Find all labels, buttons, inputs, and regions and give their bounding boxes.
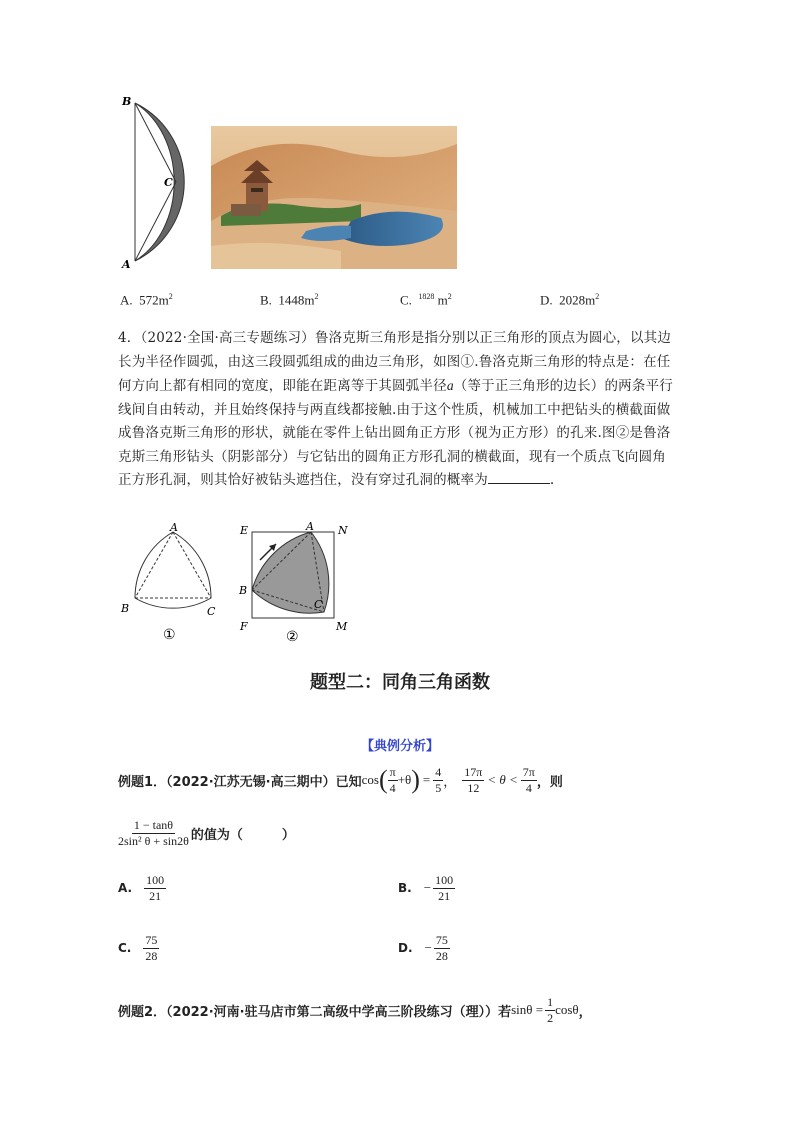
choice-b[interactable] bbox=[398, 870, 455, 906]
inequality: < θ < bbox=[487, 772, 518, 787]
cos-symbol: cos bbox=[361, 772, 379, 787]
choice-letter: D. bbox=[398, 941, 413, 955]
option-sup: 2 bbox=[168, 292, 173, 301]
one-half bbox=[545, 995, 555, 1026]
fig2-label-b: B bbox=[239, 584, 248, 597]
option-letter: C. bbox=[400, 292, 412, 308]
question-text-part1: 4．（2022·全国·高三专题练习）鲁洛克斯三角形是指分别以正三角形的顶点为圆心，以其边长为半径作圆弧，由这三段圆弧组成的曲边三角形，如图①.鲁洛克斯三角形的特点是：在任何方向上都有相同的宽度，即能在距离等于其圆弧半径 bbox=[118, 330, 672, 394]
option-letter: B. bbox=[260, 292, 272, 308]
option-value: m bbox=[437, 292, 448, 308]
frac-den: 5 bbox=[435, 780, 442, 795]
fig1-label-a: A bbox=[170, 522, 178, 534]
frac-num: 7π bbox=[522, 764, 535, 779]
label-c: C bbox=[164, 176, 173, 189]
frac-num: 100 bbox=[146, 872, 165, 887]
example-1-line-2 bbox=[118, 812, 295, 854]
fig2-label-n: N bbox=[338, 524, 348, 537]
lower-bound-fraction bbox=[462, 765, 484, 796]
fig1-caption: ① bbox=[163, 627, 176, 643]
frac-den: 4 bbox=[389, 780, 396, 795]
example-1-label: 例题1．（2022·江苏无锡·高三期中）已知 bbox=[118, 774, 362, 790]
label-b: B bbox=[122, 95, 132, 108]
option-value: 2028m bbox=[559, 292, 596, 308]
equals: = bbox=[422, 772, 431, 787]
fig1-label-b: B bbox=[121, 602, 130, 615]
frac-den: 12 bbox=[467, 780, 480, 795]
cos-theta: cosθ bbox=[555, 1002, 579, 1017]
crescent-figure bbox=[120, 95, 215, 270]
fig2-label-c: C bbox=[314, 598, 323, 611]
choice-sign: − bbox=[424, 940, 432, 955]
example-2-label: 例题2．（2022·河南·驻马店市第二高级中学高三阶段练习（理））若 bbox=[118, 1004, 512, 1020]
frac-num: 75 bbox=[435, 932, 448, 947]
expression-fraction bbox=[118, 818, 189, 849]
frac-num: 1 bbox=[547, 994, 554, 1009]
variable-a: a bbox=[446, 378, 454, 393]
question-text-end: . bbox=[549, 472, 555, 488]
option-sup: 2 bbox=[314, 292, 319, 301]
value-fraction bbox=[433, 765, 443, 796]
choice-fraction bbox=[433, 873, 455, 904]
frac-den: 21 bbox=[438, 888, 451, 903]
option-sup-prefix: 1828 bbox=[418, 292, 435, 301]
fig2-label-e: E bbox=[240, 524, 249, 537]
frac-num: 75 bbox=[145, 932, 158, 947]
choice-letter: A. bbox=[118, 881, 133, 895]
option-value: 572m bbox=[139, 292, 169, 308]
upper-bound-fraction bbox=[521, 765, 537, 796]
option-a[interactable] bbox=[120, 292, 173, 308]
fig2-label-f: F bbox=[240, 620, 248, 633]
frac-den: 21 bbox=[149, 888, 162, 903]
choice-c[interactable] bbox=[118, 930, 159, 966]
fig2-label-a: A bbox=[306, 520, 314, 533]
fig1-label-c: C bbox=[207, 605, 216, 618]
option-letter: A. bbox=[120, 292, 133, 308]
question-4-text bbox=[118, 327, 678, 493]
answer-blank[interactable] bbox=[488, 471, 550, 484]
open-paren: ( bbox=[378, 765, 388, 794]
desert-lake-photo bbox=[211, 126, 457, 269]
plus-theta: +θ bbox=[397, 772, 412, 787]
comma: ， bbox=[443, 773, 457, 789]
reuleaux-figure-2 bbox=[236, 520, 356, 650]
example-1-tail: ，则 bbox=[536, 774, 563, 790]
example-1-ask: 的值为（ ） bbox=[190, 827, 295, 843]
option-sup: 2 bbox=[447, 292, 452, 301]
section-title: 【典例分析】 bbox=[360, 739, 439, 754]
choice-sign: − bbox=[423, 880, 432, 895]
frac-num: 100 bbox=[435, 872, 454, 887]
option-sup: 2 bbox=[595, 292, 600, 301]
fig2-caption: ② bbox=[286, 629, 299, 645]
pi-over-4 bbox=[388, 765, 398, 796]
frac-den: 2 bbox=[547, 1010, 554, 1025]
choice-fraction bbox=[144, 873, 166, 904]
option-letter: D. bbox=[540, 292, 553, 308]
option-c[interactable] bbox=[400, 292, 452, 308]
frac-num: 17π bbox=[464, 764, 483, 779]
choice-d[interactable] bbox=[398, 930, 450, 966]
label-a: A bbox=[122, 258, 131, 270]
section-heading: 题型二：同角三角函数 bbox=[310, 672, 490, 693]
reuleaux-figure-1 bbox=[115, 522, 235, 647]
example-1-line-1 bbox=[118, 760, 563, 800]
frac-num: 4 bbox=[435, 764, 442, 779]
question-text-part2: （等于正三角形的边长）的两条平行线间自由转动，并且始终保持与两直线都接触.由于这个性质，机械加工中把钻头的横截面做成鲁洛克斯三角形的形状，就能在零件上钻出圆角正方形（视为正方形）的孔来.图②是鲁洛克斯三角形钻头（阴影部分）与它钻出的圆角正方形孔洞的横截面，现有一个质点飞向圆角正方形孔洞，则其恰好被钻头遮挡住，没有穿过孔洞的概率为 bbox=[118, 378, 673, 488]
sin-theta: sinθ = bbox=[511, 1002, 544, 1017]
close-paren: ) bbox=[411, 765, 420, 794]
fig2-label-m: M bbox=[336, 620, 348, 633]
frac-den: 28 bbox=[145, 948, 158, 963]
option-value: 1448m bbox=[278, 292, 315, 308]
example-2-tail: ， bbox=[578, 1004, 592, 1020]
example-2-line bbox=[118, 992, 592, 1028]
choice-fraction bbox=[143, 933, 159, 964]
frac-num: π bbox=[389, 764, 396, 779]
frac-num: 1 − tanθ bbox=[133, 817, 174, 832]
frac-den: 2sin² θ + sin2θ bbox=[118, 833, 189, 848]
frac-den: 4 bbox=[525, 780, 532, 795]
choice-a[interactable] bbox=[118, 870, 166, 906]
option-b[interactable] bbox=[260, 292, 319, 308]
choice-fraction bbox=[434, 933, 450, 964]
option-d[interactable] bbox=[540, 292, 599, 308]
choice-letter: C. bbox=[118, 941, 132, 955]
frac-den: 28 bbox=[435, 948, 448, 963]
choice-letter: B. bbox=[398, 881, 412, 895]
